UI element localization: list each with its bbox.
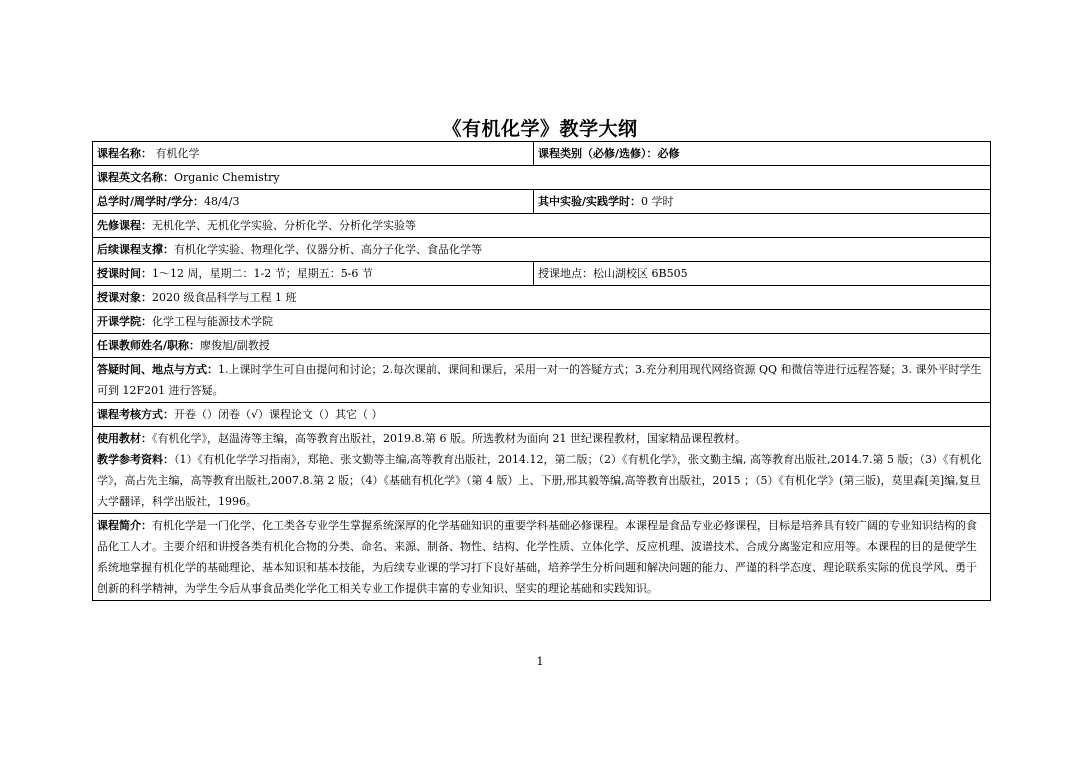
time-label: 授课时间：: [97, 267, 152, 280]
hours-cell: [93, 190, 534, 214]
course-type-cell: [534, 142, 991, 166]
hours-label: 总学时/周学时/学分：: [97, 195, 205, 208]
assessment-label: 课程考核方式：: [97, 408, 174, 421]
time-value: 1～12 周，星期二：1-2 节；星期五：5-6 节: [152, 267, 373, 280]
references-label: 教学参考资料：: [97, 453, 174, 466]
audience-label: 授课对象：: [97, 291, 152, 304]
intro-label: 课程简介：: [97, 519, 152, 532]
assessment-cell: [93, 403, 991, 427]
teacher-label: 任课教师姓名/职称：: [97, 339, 201, 352]
lab-hours-value: 0 学时: [641, 195, 674, 208]
college-value: 化学工程与能源技术学院: [152, 315, 273, 328]
qa-cell: [93, 358, 991, 403]
follow-cell: [93, 238, 991, 262]
hours-value: 48/4/3: [204, 195, 240, 208]
lab-hours-label: 其中实验/实践学时：: [538, 195, 642, 208]
prereq-label: 先修课程：: [97, 219, 152, 232]
assessment-value: 开卷（）闭卷（√）课程论文（）其它（ ）: [174, 408, 383, 421]
location-value: 授课地点：松山湖校区 6B505: [538, 267, 688, 280]
table-row: [93, 427, 991, 514]
table-row: [93, 214, 991, 238]
table-row: [93, 358, 991, 403]
syllabus-table: [92, 141, 991, 601]
lab-hours-cell: [534, 190, 991, 214]
course-type-label: 课程类别（必修/选修）：必修: [538, 147, 680, 160]
table-row: [93, 262, 991, 286]
follow-label: 后续课程支撑：: [97, 243, 174, 256]
college-label: 开课学院：: [97, 315, 152, 328]
references-value: （1）《有机化学学习指南》，郑艳、张文勤等主编,高等教育出版社，2014.12，第二版；（2）《有机化学》，张文勤主编, 高等教育出版社,2014.7.第 5 版；（3）《有机化学》，高占先主编，高等教育出版社,2007.8.第 2 版；（4）《基础有机化学》（第 4 版）上、下册,邢其毅等编,高等教育出版社，2015 ；（5）《有机化学》(第三版)，莫里森[美]编,复旦大学翻译，科学出版社，1996。: [97, 453, 982, 508]
table-row: [93, 310, 991, 334]
course-name-label: 课程名称：: [97, 147, 152, 160]
teacher-cell: [93, 334, 991, 358]
qa-label: 答疑时间、地点与方式：: [97, 363, 218, 376]
course-name-value: 有机化学: [155, 147, 200, 160]
qa-value: 1.上课时学生可自由提问和讨论；2.每次课前、课间和课后，采用一对一的答疑方式；3.充分利用现代网络资源 QQ 和微信等进行远程答疑；3. 课外平时学生可到 12F201 进行答疑。: [97, 363, 982, 397]
references-block: [97, 449, 986, 512]
table-row: [93, 190, 991, 214]
teacher-value: 廖俊旭/副教授: [200, 339, 270, 352]
textbook-line: [97, 428, 986, 449]
audience-cell: [93, 286, 991, 310]
table-row: [93, 514, 991, 601]
materials-cell: [93, 427, 991, 514]
english-name-value: Organic Chemistry: [174, 171, 280, 184]
table-row: [93, 334, 991, 358]
document-title: 《有机化学》教学大纲: [442, 118, 638, 140]
course-name-cell: [93, 142, 534, 166]
college-cell: [93, 310, 991, 334]
prereq-value: 无机化学、无机化学实验、分析化学、分析化学实验等: [152, 219, 416, 232]
intro-cell: [93, 514, 991, 601]
page-number: 1: [536, 655, 544, 668]
audience-value: 2020 级食品科学与工程 1 班: [152, 291, 297, 304]
intro-value: 有机化学是一门化学、化工类各专业学生掌握系统深厚的化学基础知识的重要学科基础必修课程。本课程是食品专业必修课程，目标是培养具有较广阔的专业知识结构的食品化工人才。主要介绍和讲授各类有机化合物的分类、命名、来源、制备、物性、结构、化学性质、立体化学、反应机理、波谱技术、合成分离鉴定和应用等。本课程的目的是使学生系统地掌握有机化学的基础理论、基本知识和基本技能，为后续专业课的学习打下良好基础，培养学生分析问题和解决问题的能力、严谨的科学态度、理论联系实际的优良学风、勇于创新的科学精神，为学生今后从事食品类化学化工相关专业工作提供丰富的专业知识、坚实的理论基础和实践知识。: [97, 519, 977, 595]
table-row: [93, 142, 991, 166]
table-row: [93, 238, 991, 262]
english-name-label: 课程英文名称：: [97, 171, 174, 184]
table-row: [93, 286, 991, 310]
textbook-label: 使用教材：: [97, 432, 152, 445]
table-row: [93, 403, 991, 427]
prereq-cell: [93, 214, 991, 238]
location-cell: [534, 262, 991, 286]
textbook-value: 《有机化学》，赵温涛等主编，高等教育出版社，2019.8.第 6 版。所选教材为面向 21 世纪课程教材，国家精品课程教材。: [152, 432, 746, 445]
follow-value: 有机化学实验、物理化学、仪器分析、高分子化学、食品化学等: [174, 243, 482, 256]
english-name-cell: [93, 166, 991, 190]
time-cell: [93, 262, 534, 286]
table-row: [93, 166, 991, 190]
